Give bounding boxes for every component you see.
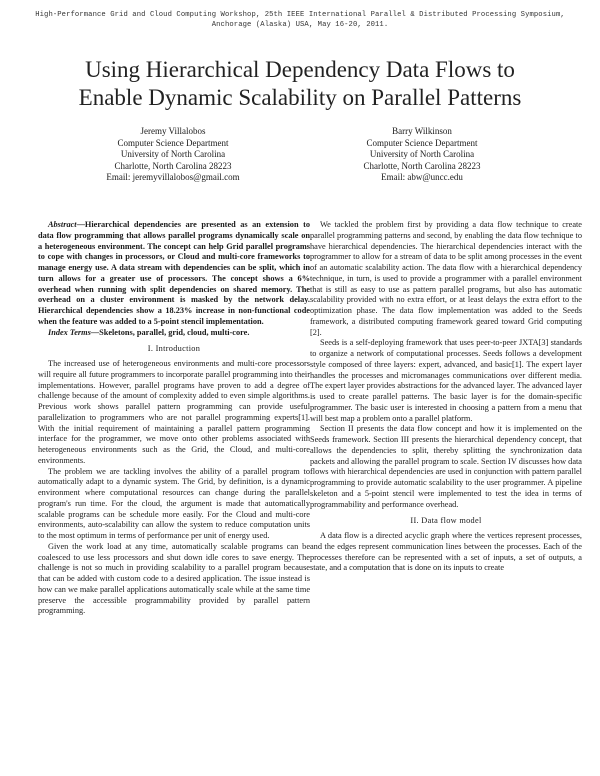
paragraph: Seeds is a self-deploying framework that uses peer-to-peer JXTA[3] standards to organize a network of computational processes. Seeds follows a development style composed of three layers: expert, advanced, and basic[1]. The expert layer handles the processes and micromanages communications over different media. The expert layer provides abstractions for the advanced layer. The advanced layer is used to create parallel patterns. The basic layer is for the domain-specific programmer. The basic user is interested in choosing a pattern from a menu that will best map a problem onto a parallel platform. [310,338,582,423]
author-block-2 [307,126,537,184]
author-university: University of North Carolina [369,149,475,159]
author-name: Barry Wilkinson [392,126,452,136]
author-city: Charlotte, North Carolina 28223 [114,160,232,171]
index-terms-label: Index Terms [48,327,91,337]
workshop-line-2: Anchorage (Alaska) USA, May 16-20, 2011. [211,21,389,29]
abstract-label: Abstract [48,220,77,229]
right-column [310,220,582,574]
title-line-1: Using Hierarchical Dependency Data Flows to [85,57,515,82]
author-department: Computer Science Department [366,137,478,148]
abstract [38,220,310,328]
paragraph: We tackled the problem first by providing a data flow technique to create parallel programming patterns and second, by enabling the data flow technique to have hierarchical dependencies. The hierarchical dependencies interact with the programmer to allow for a stream of data to be split among processes in the event of an automatic scalability action. The data flow with a hierarchical dependency technique, in turn, is used to provide a programmer with a parallel environment that is still as easy to use as pattern parallel programs, but also has automatic scalability provided with no extra effort, or at least delays the extra effort to the optimization phase. The data flow implementation was added to the Seeds framework, a distributed computing framework geared toward Grid computing [2]. [310,220,582,337]
paper-title [20,56,580,112]
author-university: University of North Carolina [120,149,226,159]
section-heading-introduction: I. Introduction [147,344,201,354]
workshop-header [10,10,590,30]
title-line-2: Enable Dynamic Scalability on Parallel Patterns [78,85,522,110]
workshop-line-1: High-Performance Grid and Cloud Computing Workshop, 25th IEEE International Parallel & Distributed Processing Symposium, [35,11,565,19]
abstract-text: —Hierarchical dependencies are presented as an extension to data flow programming that allows parallel programs dynamically scale on a heterogeneous environment. The concept can help Grid parallel programs to cope with changes in processors, or Cloud and multi-core frameworks to manage energy use. A data stream with dependencies can be split, which in turn allows for a greater use of processors. The concept shows a 6% overhead when running with split dependencies on shared memory. The overhead on a cluster environment is masked by the network delay. Hierarchical dependencies show a 18.23% increase in non-functional code when the feature was added to a 5-point stencil implementation. [38,220,310,326]
paragraph: The increased use of heterogeneous environments and multi-core processors will require all future programmers to incorporate parallel programming into their implementations. However, parallel programs have proven to add a degree of challenge because of the amount of complexity added to even simple algorithms. Previous work shows parallel pattern programming can provide useful parallelization to programmers who are not parallel programming experts[1]. With the initial requirement of maintaining a parallel pattern programming interface for the programmer, we move onto other problems associated with heterogeneous environments such as the Grid, the Cloud, and multi-core environments. [38,359,310,465]
author-block-1 [58,126,288,184]
author-email: Email: abw@uncc.edu [381,172,463,182]
left-column [38,220,310,617]
paragraph: A data flow is a directed acyclic graph where the vertices represent processes, and the edges represent communication lines between the processes. Each of the processes therefore can be represented with a set of inputs, a set of outputs, a state, and a computation that is done on its inputs to create [310,531,582,573]
author-city: Charlotte, North Carolina 28223 [363,160,481,171]
author-email: Email: jeremyvillalobos@gmail.com [106,172,240,182]
paragraph: Given the work load at any time, automatically scalable programs can be coalesced to use less processors and shut down idle cores to save energy. The challenge is not so much in providing scalability to a parallel program because that can be added with custom code to a desired application. The issue instead is how can we make parallel applications automatically scale while at the same time preserve the accessible programmability provided by parallel pattern programming. [38,541,310,616]
author-department: Computer Science Department [117,137,229,148]
paragraph: Section II presents the data flow concept and how it is implemented on the Seeds framework. Section III presents the hierarchical dependency concept, that allows the dependencies to split, thereby splitting the synchronization data packets and allowing the parallel program to scale. Section IV discusses how data flows with hierarchical dependencies are used in conjunction with pattern parallel programming to provide automatic scalability to the user programmer. A pipeline skeleton and a 5-point stencil were implemented to test the idea in terms of programmability and performance overhead. [310,424,582,509]
author-name: Jeremy Villalobos [140,126,206,136]
paragraph: The problem we are tackling involves the ability of a parallel program to automatically adapt to a dynamic system. The Grid, by definition, is a dynamic environment where computational resources can change during the parallel program's run time. For the cloud, the argument is made that automatically scalable programs can be schedule more easily. For the Cloud and multi-core environments, auto-scalability can allow the system to reduce computation units to the most optimum in terms of performance per unit of energy used. [38,466,310,540]
index-terms [38,328,310,339]
index-terms-text: —Skeletons, parallel, grid, cloud, multi-core. [90,327,250,337]
section-heading-data-flow-model: II. Data flow model [410,516,482,526]
